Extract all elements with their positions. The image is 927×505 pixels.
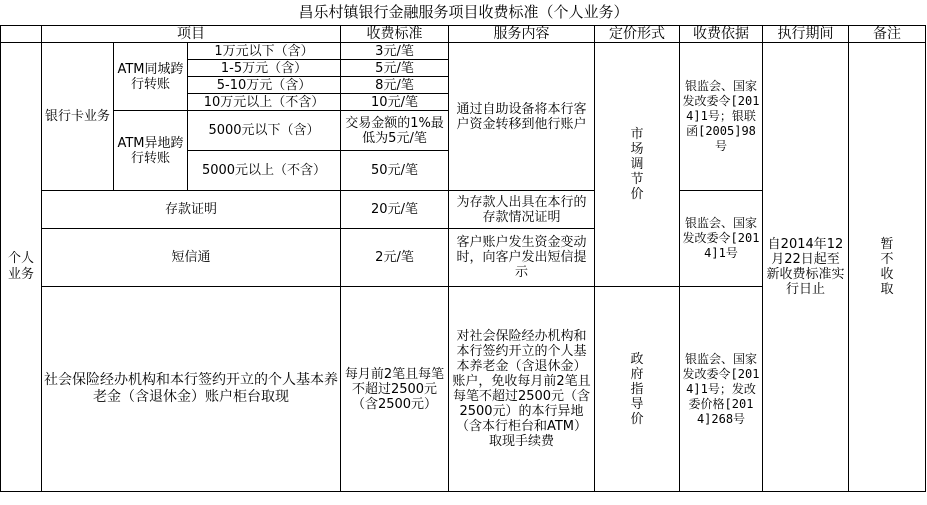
deposit-cert-label: 存款证明 — [42, 191, 341, 229]
pension-fee: 每月前2笔且每笔不超过2500元（含2500元） — [341, 287, 449, 492]
pension-service: 对社会保险经办机构和本行签约开立的个人基本养老金（含退休金）账户，免收每月前2笔且每笔不超过2500元（含2500元）的本行异地（含本行柜台和ATM）取现手续费 — [449, 287, 595, 492]
category-cell: 个人业务 — [1, 43, 42, 492]
tier-range: 10万元以上（不含） — [188, 94, 341, 111]
header-pricing: 定价形式 — [595, 26, 680, 43]
tier-fee: 50元/笔 — [341, 151, 449, 191]
sms-fee: 2元/笔 — [341, 229, 449, 287]
basis-3: 银监会、国家发改委令[2014]1号；发改委价格[2014]268号 — [680, 287, 763, 492]
pricing-market: 市场调节价 — [595, 43, 680, 287]
deposit-cert-fee: 20元/笔 — [341, 191, 449, 229]
table-row — [1, 43, 926, 60]
tier-range: 5000元以下（含） — [188, 111, 341, 151]
header-period: 执行期间 — [763, 26, 849, 43]
tier-fee: 5元/笔 — [341, 60, 449, 77]
sms-label: 短信通 — [42, 229, 341, 287]
bank-card-service: 通过自助设备将本行客户资金转移到他行账户 — [449, 43, 595, 191]
pension-label: 社会保险经办机构和本行签约开立的个人基本养老金（含退休金）账户柜台取现 — [42, 287, 341, 492]
header-row — [1, 26, 926, 43]
fee-table — [0, 25, 926, 492]
header-service: 服务内容 — [449, 26, 595, 43]
tier-fee: 10元/笔 — [341, 94, 449, 111]
tier-range: 5000元以上（不含） — [188, 151, 341, 191]
header-remark: 备注 — [849, 26, 926, 43]
pricing-govt: 政府指导价 — [595, 287, 680, 492]
bank-card-label: 银行卡业务 — [42, 43, 114, 191]
tier-fee: 3元/笔 — [341, 43, 449, 60]
tier-fee: 交易金额的1%最低为5元/笔 — [341, 111, 449, 151]
basis-2: 银监会、国家发改委令[2014]1号 — [680, 191, 763, 287]
same-city-label: ATM同城跨行转账 — [114, 43, 188, 111]
remark-cell: 暂不收取 — [849, 43, 926, 492]
period-cell: 自2014年12月22日起至新收费标准实行日止 — [763, 43, 849, 492]
tier-range: 1-5万元（含） — [188, 60, 341, 77]
corner-cell — [1, 26, 42, 43]
deposit-cert-service: 为存款人出具在本行的存款情况证明 — [449, 191, 595, 229]
tier-fee: 8元/笔 — [341, 77, 449, 94]
tier-range: 5-10万元（含） — [188, 77, 341, 94]
header-basis: 收费依据 — [680, 26, 763, 43]
header-fee-standard: 收费标准 — [341, 26, 449, 43]
other-city-label: ATM异地跨行转账 — [114, 111, 188, 191]
header-item: 项目 — [42, 26, 341, 43]
page-title: 昌乐村镇银行金融服务项目收费标准（个人业务） — [298, 3, 629, 21]
basis-1: 银监会、国家发改委令[2014]1号；银联函[2005]98号 — [680, 43, 763, 191]
tier-range: 1万元以下（含） — [188, 43, 341, 60]
sms-service: 客户账户发生资金变动时，向客户发出短信提示 — [449, 229, 595, 287]
